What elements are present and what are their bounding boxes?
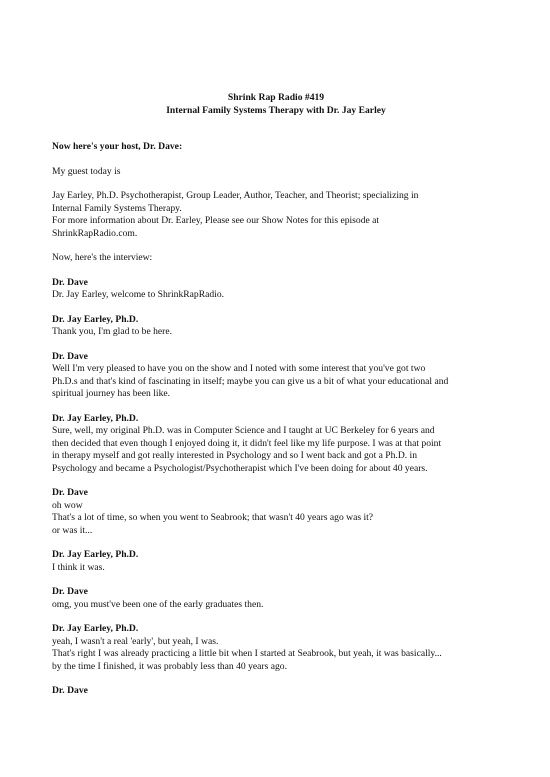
dialogue-turn <box>52 413 500 476</box>
dialogue-line: That's a lot of time, so when you went to Seabrook; that wasn't 40 years ago was it? <box>52 512 374 523</box>
dialogue-turn <box>52 685 500 698</box>
dialogue-line: in therapy myself and got really interested in Psychology and so I went back and got a Ph.D. in <box>52 450 418 461</box>
bio-line: Internal Family Systems Therapy. <box>52 202 182 214</box>
speaker-name: Dr. Dave <box>52 487 88 498</box>
speaker-name: Dr. Dave <box>52 276 88 288</box>
dialogue-turn <box>52 314 500 339</box>
speaker-name: Dr. Dave <box>52 350 88 362</box>
dialogue-line: Thank you, I'm glad to be here. <box>52 326 173 337</box>
dialogue-line: Sure, well, my original Ph.D. was in Computer Science and I taught at UC Berkeley for 6 years and <box>52 425 435 436</box>
speaker-name: Dr. Jay Earley, Ph.D. <box>52 623 139 634</box>
dialogue-turn <box>52 623 500 673</box>
speaker-name: Dr. Dave <box>52 685 88 696</box>
dialogue-turn <box>52 487 500 537</box>
dialogue-turn <box>52 277 500 302</box>
guest-line: My guest today is <box>52 165 121 177</box>
host-intro: Now here's your host, Dr. Dave: <box>52 141 183 152</box>
document-title <box>52 92 500 117</box>
dialogue-line: omg, you must've been one of the early graduates then. <box>52 598 264 610</box>
title-line-2: Internal Family Systems Therapy with Dr. Jay Earley <box>166 104 386 116</box>
bio-line: ShrinkRapRadio.com. <box>52 227 138 239</box>
dialogue-line: by the time I finished, it was probably less than 40 years ago. <box>52 660 287 672</box>
dialogue-turn <box>52 586 500 611</box>
guest-bio <box>52 190 500 240</box>
dialogue-line: then decided that even though I enjoyed doing it, it didn't feel like my life purpose. I was at that point <box>52 437 442 449</box>
dialogue-line: yeah, I wasn't a real 'early', but yeah, I was. <box>52 635 219 647</box>
dialogue-line: Well I'm very pleased to have you on the show and I noted with some interest that you've got two <box>52 363 426 374</box>
dialogue-line: That's right I was already practicing a little bit when I started at Seabrook, but yeah, it was basically... <box>52 648 442 659</box>
dialogue-line: I think it was. <box>52 561 105 573</box>
interview-dialogue <box>52 277 500 698</box>
dialogue-line: or was it... <box>52 524 93 536</box>
dialogue-line: Dr. Jay Earley, welcome to ShrinkRapRadio. <box>52 289 225 300</box>
title-line-1: Shrink Rap Radio #419 <box>227 92 325 103</box>
interview-intro: Now, here's the interview: <box>52 252 153 263</box>
dialogue-line: spiritual journey has been like. <box>52 388 171 399</box>
dialogue-line: oh wow <box>52 499 83 511</box>
bio-line: Jay Earley, Ph.D. Psychotherapist, Group Leader, Author, Teacher, and Theorist; specializing in <box>52 190 419 201</box>
dialogue-turn <box>52 351 500 401</box>
speaker-name: Dr. Jay Earley, Ph.D. <box>52 313 139 325</box>
dialogue-line: Psychology and became a Psychologist/Psychotherapist which I've been doing for about 40 years. <box>52 462 428 474</box>
dialogue-turn <box>52 549 500 574</box>
speaker-name: Dr. Jay Earley, Ph.D. <box>52 412 139 424</box>
speaker-name: Dr. Dave <box>52 586 88 597</box>
dialogue-line: Ph.D.s and that's kind of fascinating in itself; maybe you can give us a bit of what your educational and <box>52 375 449 387</box>
bio-line: For more information about Dr. Earley, Please see our Show Notes for this episode at <box>52 215 380 226</box>
speaker-name: Dr. Jay Earley, Ph.D. <box>52 549 139 560</box>
